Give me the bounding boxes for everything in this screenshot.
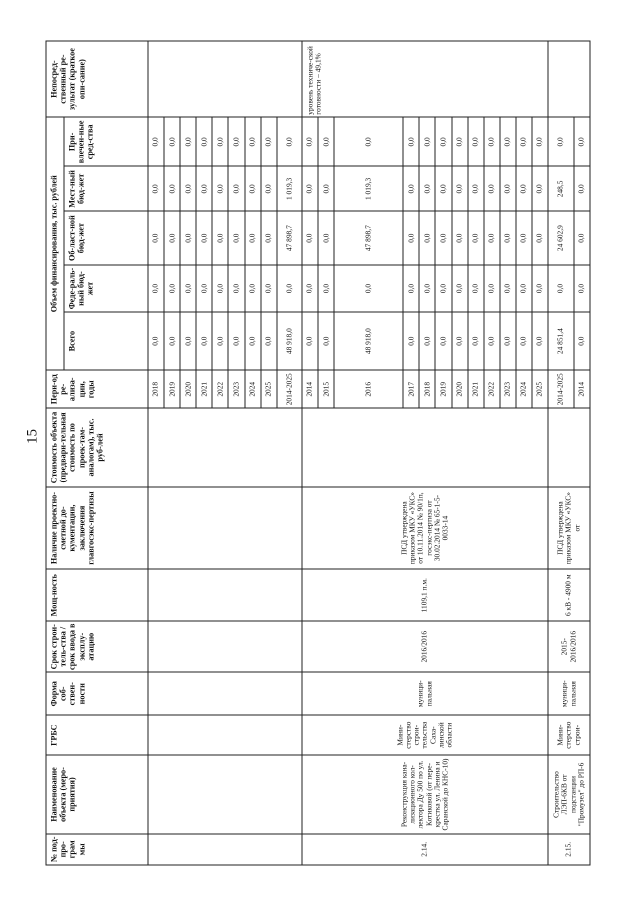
year-cell: 2024 <box>244 370 260 408</box>
item-capacity: 6 кВ - 4900 м <box>548 569 590 620</box>
year-cell: 2021 <box>196 370 212 408</box>
local-cell: 0,0 <box>164 166 180 211</box>
total-cell: 0,0 <box>228 312 244 370</box>
total-cell: 0,0 <box>499 312 515 370</box>
federal-cell: 0,0 <box>483 265 499 312</box>
table-row <box>148 41 164 865</box>
header-grbs: ГРБС <box>46 715 148 755</box>
other-cell: 0,0 <box>180 117 196 166</box>
total-cell: 0,0 <box>244 312 260 370</box>
total-cell: 48 918,0 <box>276 312 301 370</box>
other-cell: 0,0 <box>164 117 180 166</box>
federal-cell: 0,0 <box>196 265 212 312</box>
total-cell: 24 851,4 <box>548 312 573 370</box>
local-cell: 0,0 <box>435 166 451 211</box>
item-term: 2015-2016/2016 <box>548 620 590 671</box>
local-cell: 0,0 <box>499 166 515 211</box>
header-federal: Феде-раль-ный бюд-жет <box>64 265 148 312</box>
federal-cell: 0,0 <box>212 265 228 312</box>
total-cell: 0,0 <box>302 312 318 370</box>
local-cell: 1 019,3 <box>276 166 301 211</box>
regional-cell: 0,0 <box>435 211 451 265</box>
year-cell: 2020 <box>180 370 196 408</box>
regional-cell: 0,0 <box>196 211 212 265</box>
prev-result-cell <box>148 41 302 117</box>
local-cell: 0,0 <box>419 166 435 211</box>
regional-cell: 0,0 <box>499 211 515 265</box>
item-number: 2.15. <box>548 833 590 864</box>
local-cell: 0,0 <box>228 166 244 211</box>
other-cell: 0,0 <box>318 117 334 166</box>
table-row <box>548 41 573 865</box>
item-cost <box>548 408 590 486</box>
total-cell: 0,0 <box>260 312 276 370</box>
year-cell: 2015 <box>318 370 334 408</box>
local-cell: 0,0 <box>515 166 531 211</box>
regional-cell: 0,0 <box>260 211 276 265</box>
local-cell: 0,0 <box>318 166 334 211</box>
year-cell: 2014 <box>302 370 318 408</box>
total-cell: 0,0 <box>573 312 590 370</box>
header-local: Мест-ный бюд-жет <box>64 166 148 211</box>
year-cell: 2019 <box>435 370 451 408</box>
other-cell: 0,0 <box>148 117 164 166</box>
header-name: Наименование объекта (меро-приятия) <box>46 755 148 833</box>
federal-cell: 0,0 <box>573 265 590 312</box>
other-cell: 0,0 <box>451 117 467 166</box>
other-cell: 0,0 <box>212 117 228 166</box>
item-ownership: муници-пальная <box>302 672 548 715</box>
federal-cell: 0,0 <box>148 265 164 312</box>
prev-ownership-cell <box>148 672 302 715</box>
regional-cell: 47 898,7 <box>276 211 301 265</box>
total-cell: 0,0 <box>180 312 196 370</box>
other-cell: 0,0 <box>532 117 548 166</box>
item-name: Строительство ЛЭП-6КВ от подстанции "Промузел" до РП-6 <box>548 755 590 833</box>
federal-cell: 0,0 <box>548 265 573 312</box>
regional-cell: 0,0 <box>148 211 164 265</box>
total-cell: 0,0 <box>467 312 483 370</box>
other-cell: 0,0 <box>515 117 531 166</box>
federal-cell: 0,0 <box>318 265 334 312</box>
total-cell: 0,0 <box>164 312 180 370</box>
federal-cell: 0,0 <box>532 265 548 312</box>
year-cell: 2019 <box>164 370 180 408</box>
total-cell: 48 918,0 <box>334 312 403 370</box>
regional-cell: 0,0 <box>573 211 590 265</box>
year-cell: 2025 <box>260 370 276 408</box>
regional-cell: 0,0 <box>244 211 260 265</box>
year-cell: 2017 <box>403 370 419 408</box>
other-cell: 0,0 <box>499 117 515 166</box>
federal-cell: 0,0 <box>180 265 196 312</box>
item-documentation: ПСД утверждена приказом МКУ «УКС» от 10.11.2014 № 90/1п, госэкс-пертиза от 30.02.2014 № 65-1-5-0033-14 <box>302 486 548 569</box>
regional-cell: 0,0 <box>483 211 499 265</box>
year-cell: 2014-2025 <box>548 370 573 408</box>
item-documentation: ПСД утверждена приказом МКУ «УКС» от <box>548 486 590 569</box>
local-cell: 1 019,3 <box>334 166 403 211</box>
local-cell: 0,0 <box>451 166 467 211</box>
regional-cell: 0,0 <box>451 211 467 265</box>
regional-cell: 0,0 <box>228 211 244 265</box>
year-cell: 2023 <box>228 370 244 408</box>
prev-documentation-cell <box>148 486 302 569</box>
regional-cell: 0,0 <box>515 211 531 265</box>
total-cell: 0,0 <box>212 312 228 370</box>
item-result: уровень техниче-ской готовности – 49,1% <box>302 41 548 117</box>
year-cell: 2014-2025 <box>276 370 301 408</box>
regional-cell: 0,0 <box>467 211 483 265</box>
header-capacity: Мощ-ность <box>46 569 148 620</box>
federal-cell: 0,0 <box>515 265 531 312</box>
prev-term-cell <box>148 620 302 671</box>
federal-cell: 0,0 <box>467 265 483 312</box>
regional-cell: 0,0 <box>318 211 334 265</box>
year-cell: 2022 <box>212 370 228 408</box>
local-cell: 0,0 <box>196 166 212 211</box>
local-cell: 0,0 <box>403 166 419 211</box>
local-cell: 0,0 <box>148 166 164 211</box>
year-cell: 2018 <box>148 370 164 408</box>
regional-cell: 0,0 <box>419 211 435 265</box>
federal-cell: 0,0 <box>276 265 301 312</box>
total-cell: 0,0 <box>403 312 419 370</box>
item-ownership: муници-пальная <box>548 672 590 715</box>
other-cell: 0,0 <box>419 117 435 166</box>
header-term: Срок строи-тель-ства / срок ввода в эксплу-атацию <box>46 620 148 671</box>
federal-cell: 0,0 <box>228 265 244 312</box>
year-cell: 2021 <box>467 370 483 408</box>
federal-cell: 0,0 <box>334 265 403 312</box>
prev-name-cell <box>148 755 302 833</box>
item-grbs: Мини-стерство строи- <box>548 715 590 755</box>
header-num: № под-про-грам мы <box>46 833 148 864</box>
regional-cell: 0,0 <box>403 211 419 265</box>
regional-cell: 0,0 <box>180 211 196 265</box>
other-cell: 0,0 <box>403 117 419 166</box>
total-cell: 0,0 <box>419 312 435 370</box>
regional-cell: 0,0 <box>212 211 228 265</box>
federal-cell: 0,0 <box>164 265 180 312</box>
federal-cell: 0,0 <box>244 265 260 312</box>
federal-cell: 0,0 <box>302 265 318 312</box>
year-cell: 2025 <box>532 370 548 408</box>
item-number: 2.14. <box>302 833 548 864</box>
other-cell: 0,0 <box>228 117 244 166</box>
page-number: 15 <box>24 429 41 444</box>
regional-cell: 0,0 <box>532 211 548 265</box>
federal-cell: 0,0 <box>403 265 419 312</box>
local-cell: 0,0 <box>302 166 318 211</box>
total-cell: 0,0 <box>318 312 334 370</box>
federal-cell: 0,0 <box>260 265 276 312</box>
header-total: Всего <box>64 312 148 370</box>
total-cell: 0,0 <box>515 312 531 370</box>
other-cell: 0,0 <box>334 117 403 166</box>
year-cell: 2014 <box>573 370 590 408</box>
header-result: Непосред-ственный ре-зультат (краткое опи-сание) <box>46 41 148 117</box>
total-cell: 0,0 <box>451 312 467 370</box>
item-result <box>548 41 590 117</box>
local-cell: 0,0 <box>260 166 276 211</box>
local-cell: 248,5 <box>548 166 573 211</box>
prev-num-cell <box>148 833 302 864</box>
header-ownership: Форма соб-ствен-ности <box>46 672 148 715</box>
other-cell: 0,0 <box>196 117 212 166</box>
item-cost <box>302 408 548 486</box>
regional-cell: 47 898,7 <box>334 211 403 265</box>
year-cell: 2018 <box>419 370 435 408</box>
header-funding-group: Объем финансирования, тыс. рублей <box>46 117 64 370</box>
year-cell: 2022 <box>483 370 499 408</box>
total-cell: 0,0 <box>532 312 548 370</box>
year-cell: 2024 <box>515 370 531 408</box>
item-capacity: 1109,1 п.м. <box>302 569 548 620</box>
other-cell: 0,0 <box>483 117 499 166</box>
other-cell: 0,0 <box>260 117 276 166</box>
rotated-table-page <box>45 40 590 865</box>
other-cell: 0,0 <box>467 117 483 166</box>
regional-cell: 0,0 <box>164 211 180 265</box>
item-name: Реконструкция кана-лизационного кол-лектора Ду 500 по ул. Котиковой (от пере-крестка ул. Ленина и Саранской до КНС-10) <box>302 755 548 833</box>
header-period: Пери-од ре-ализа-ции, годы <box>46 370 148 408</box>
item-grbs: Мини-стерство строи-тельства Саха-линской области <box>302 715 548 755</box>
prev-capacity-cell <box>148 569 302 620</box>
year-cell: 2020 <box>451 370 467 408</box>
federal-cell: 0,0 <box>435 265 451 312</box>
local-cell: 0,0 <box>573 166 590 211</box>
local-cell: 0,0 <box>483 166 499 211</box>
total-cell: 0,0 <box>148 312 164 370</box>
header-regional: Об-ласт-ной бюд-жет <box>64 211 148 265</box>
local-cell: 0,0 <box>532 166 548 211</box>
other-cell: 0,0 <box>276 117 301 166</box>
federal-cell: 0,0 <box>499 265 515 312</box>
header-documentation: Наличие проектно-сметной до-кументации, заключения главгосэкс-пертизы <box>46 486 148 569</box>
local-cell: 0,0 <box>212 166 228 211</box>
regional-cell: 24 602,9 <box>548 211 573 265</box>
other-cell: 0,0 <box>573 117 590 166</box>
prev-cost-cell <box>148 408 302 486</box>
total-cell: 0,0 <box>483 312 499 370</box>
year-cell: 2023 <box>499 370 515 408</box>
other-cell: 0,0 <box>548 117 573 166</box>
financing-table <box>45 40 590 865</box>
local-cell: 0,0 <box>244 166 260 211</box>
header-cost: Стоимость объекта (предвари-тельная стоимость по проек-там-аналогам), тыс. руб-лей <box>46 408 148 486</box>
regional-cell: 0,0 <box>302 211 318 265</box>
table-row <box>302 41 318 865</box>
local-cell: 0,0 <box>467 166 483 211</box>
prev-grbs-cell <box>148 715 302 755</box>
other-cell: 0,0 <box>244 117 260 166</box>
other-cell: 0,0 <box>302 117 318 166</box>
federal-cell: 0,0 <box>419 265 435 312</box>
total-cell: 0,0 <box>196 312 212 370</box>
item-term: 2016/2016 <box>302 620 548 671</box>
federal-cell: 0,0 <box>451 265 467 312</box>
other-cell: 0,0 <box>435 117 451 166</box>
local-cell: 0,0 <box>180 166 196 211</box>
year-cell: 2016 <box>334 370 403 408</box>
header-other: При-влечен-ные сред-ства <box>64 117 148 166</box>
total-cell: 0,0 <box>435 312 451 370</box>
